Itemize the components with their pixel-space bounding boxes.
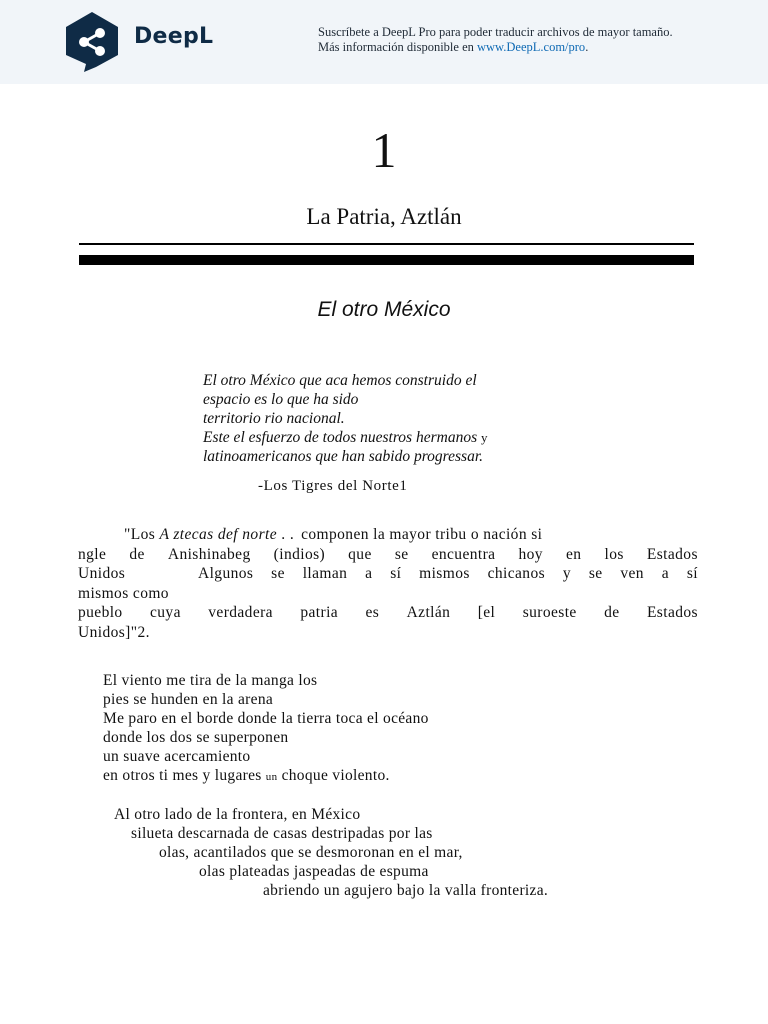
- paragraph-line-4: mismos como: [78, 584, 169, 602]
- paragraph-word: Aztlán: [406, 604, 451, 621]
- epigraph-line: territorio rio nacional.: [203, 410, 345, 427]
- paragraph-word: Estados: [646, 604, 698, 621]
- poem-line-text: en otros ti mes y lugares: [103, 767, 266, 784]
- paragraph-line-5: [78, 603, 698, 623]
- paragraph-word: en: [566, 545, 582, 563]
- poem-line: abriendo un agujero bajo la valla fronteriza.: [263, 882, 549, 899]
- paragraph-line-3: [78, 564, 698, 584]
- line-3-words: [198, 564, 698, 584]
- line-1-rest: componen la mayor tribu o nación si: [301, 526, 543, 543]
- paragraph-word: que: [348, 545, 372, 563]
- poem-line: olas, acantilados que se desmoronan en el mar,: [159, 844, 463, 861]
- deepl-logo-text: DeepL: [134, 24, 214, 49]
- body-paragraph: [78, 525, 698, 642]
- paragraph-word: (indios): [273, 545, 326, 563]
- poem-line: [103, 766, 390, 787]
- paragraph-word: se: [588, 565, 603, 582]
- paragraph-word: a: [365, 565, 373, 582]
- paragraph-word: suroeste: [522, 604, 577, 621]
- paragraph-word: Estados: [646, 545, 698, 563]
- epigraph-small-word: y: [480, 430, 488, 445]
- chapter-title: La Patria, Aztlán: [306, 204, 462, 229]
- promo-line-1: Suscríbete a DeepL Pro para poder traducir archivos de mayor tamaño.: [318, 25, 673, 39]
- paragraph-word: verdadera: [208, 604, 273, 621]
- paragraph-word: sí: [686, 565, 698, 582]
- paragraph-word: ven: [620, 565, 644, 582]
- poem-line: pies se hunden en la arena: [103, 691, 274, 708]
- paragraph-word: y: [562, 565, 571, 582]
- paragraph-word: patria: [300, 604, 339, 621]
- epigraph-line-text: Este el esfuerzo de todos nuestros hermanos: [203, 429, 481, 446]
- paragraph-word: cuya: [150, 604, 181, 621]
- paragraph-word: de: [129, 545, 145, 563]
- poem-line: olas plateadas jaspeadas de espuma: [199, 863, 429, 880]
- paragraph-line-1: [78, 525, 698, 545]
- paragraph-word: se: [394, 545, 409, 563]
- promo-line-2-suffix: .: [585, 40, 589, 54]
- epigraph-line: [203, 428, 487, 447]
- poem-line: silueta descarnada de casas destripadas por las: [131, 825, 433, 842]
- epigraph-line: espacio es lo que ha sido: [203, 391, 359, 408]
- deepl-pro-link[interactable]: www.DeepL.com/pro: [477, 40, 586, 54]
- poem-line: Al otro lado de la frontera, en México: [114, 806, 361, 823]
- quote-open: "Los: [124, 526, 160, 543]
- section-title: El otro México: [317, 298, 451, 321]
- paragraph-word: Anishinabeg: [167, 545, 251, 563]
- poem-line: Me paro en el borde donde la tierra toca el océano: [103, 710, 429, 727]
- paragraph-word: hoy: [518, 545, 543, 563]
- paragraph-word: Algunos: [198, 565, 254, 582]
- paragraph-line-2: [78, 545, 698, 565]
- epigraph-line: El otro México que aca hemos construido el: [203, 372, 477, 389]
- paragraph-word: ngle: [78, 545, 107, 563]
- italic-phrase: A ztecas def norte: [159, 526, 277, 543]
- deepl-banner: [0, 0, 768, 84]
- thick-divider: [79, 255, 694, 265]
- paragraph-word: sí: [390, 565, 402, 582]
- poem-line-text: choque violento.: [277, 767, 390, 784]
- paragraph-word: encuentra: [431, 545, 496, 563]
- chapter-number: 1: [371, 122, 397, 178]
- poem-line: El viento me tira de la manga los: [103, 672, 318, 689]
- paragraph-word: de: [604, 604, 620, 621]
- paragraph-word: [el: [477, 604, 496, 621]
- epigraph-line: latinoamericanos que han sabido progressar.: [203, 448, 484, 465]
- promo-line-2: [318, 40, 673, 55]
- promo-text: [318, 25, 673, 55]
- paragraph-word: a: [661, 565, 670, 582]
- epigraph: [203, 371, 487, 466]
- paragraph-word: los: [604, 545, 624, 563]
- paragraph-word: se: [271, 565, 285, 582]
- paragraph-word: es: [365, 604, 380, 621]
- line-3-start: Unidos: [78, 565, 126, 582]
- ellipsis: . .: [277, 526, 295, 543]
- paragraph-line-6: Unidos]"2.: [78, 623, 150, 641]
- paragraph-word: mismos: [419, 565, 470, 582]
- paragraph-word: llaman: [302, 565, 348, 582]
- epigraph-attribution: -Los Tigres del Norte1: [258, 478, 408, 494]
- poem-small-word: un: [265, 771, 278, 783]
- poem-line: donde los dos se superponen: [103, 729, 289, 746]
- deepl-logo-icon[interactable]: [60, 10, 124, 72]
- paragraph-word: pueblo: [78, 604, 123, 621]
- poem-line: un suave acercamiento: [103, 748, 251, 765]
- promo-line-2-prefix: Más información disponible en: [318, 40, 477, 54]
- paragraph-word: chicanos: [487, 565, 546, 582]
- thin-divider: [79, 243, 694, 245]
